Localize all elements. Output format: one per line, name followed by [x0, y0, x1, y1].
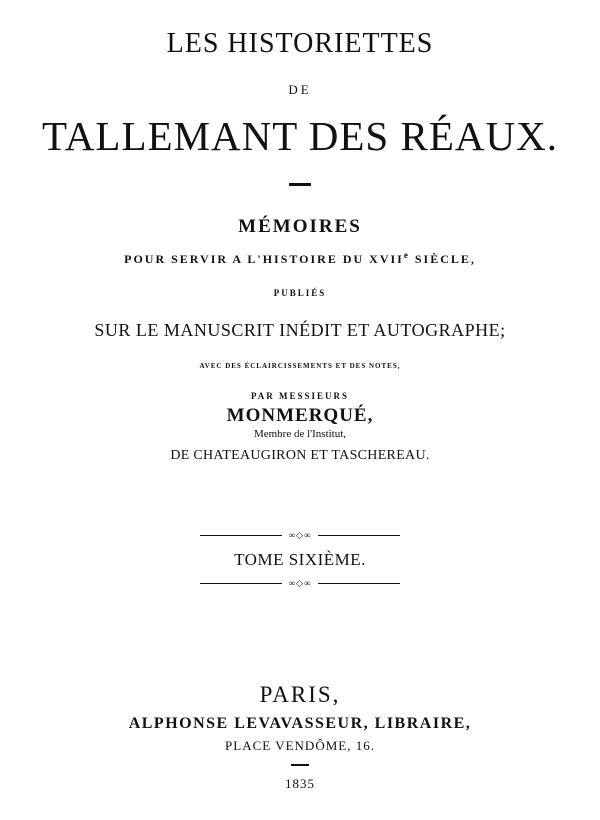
editors-2-3: DE CHATEAUGIRON ET TASCHEREAU. — [170, 448, 430, 463]
imprint-city: PARIS, — [259, 682, 341, 707]
manuscript-line: SUR LE MANUSCRIT INÉDIT ET AUTOGRAPHE; — [94, 320, 506, 340]
imprint-dash — [291, 764, 309, 766]
subtitle: MÉMOIRES — [238, 216, 362, 237]
imprint-publisher: ALPHONSE LEVAVASSEUR, LIBRAIRE, — [128, 715, 472, 732]
author-name: TALLEMANT DES RÉAUX. — [42, 113, 558, 159]
notes-line: AVEC DES ÉCLAIRCISSEMENTS ET DES NOTES, — [199, 362, 401, 370]
volume-label: TOME SIXIÈME. — [234, 550, 366, 569]
imprint-address: PLACE VENDÔME, 16. — [225, 738, 375, 753]
editor-1: MONMERQUÉ, — [226, 405, 374, 426]
ornament-top: ∞◇∞ — [282, 530, 318, 540]
title-line-1: LES HISTORIETTES — [166, 28, 434, 59]
title-de: DE — [288, 82, 312, 97]
separator-dash — [289, 183, 311, 186]
subtitle-line-end: SIÈCLE, — [409, 252, 476, 266]
century-superscript: e — [403, 250, 410, 260]
subtitle-line-text: POUR SERVIR A L'HISTOIRE DU XVII — [124, 252, 404, 266]
editor-1-role: Membre de l'Institut, — [253, 428, 347, 440]
publies: PUBLIÉS — [273, 288, 327, 298]
ornament-bottom: ∞◇∞ — [282, 578, 318, 588]
imprint-year: 1835 — [285, 776, 315, 791]
subtitle-line — [0, 250, 600, 267]
par-messieurs: PAR MESSIEURS — [250, 391, 350, 401]
